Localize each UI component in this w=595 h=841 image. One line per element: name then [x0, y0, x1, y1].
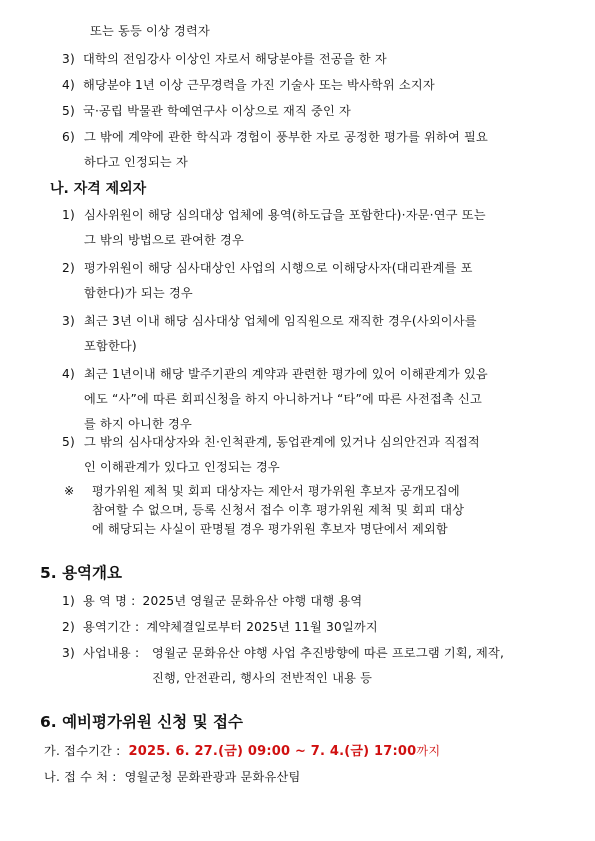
- item-value: 계약체결일로부터 2025년 11월 30일까지: [146, 620, 378, 634]
- criteria-item4: [62, 77, 435, 93]
- exclusion-item5-line1: 그 밖의 심사대상자와 친·인척관계, 동업관계에 있거나 심의안건과 직접적: [84, 435, 480, 449]
- criteria-item6-number: 6): [62, 130, 75, 144]
- item-text: 국·공립 박물관 학예연구사 이상으로 재직 중인 자: [83, 104, 351, 118]
- section6-title: 6. 예비평가위원 신청 및 접수: [40, 713, 243, 731]
- note-line2: 참여할 수 없으며, 등록 신청서 접수 이후 평가위원 제척 및 회피 대상: [92, 503, 465, 517]
- item-number: 2): [62, 620, 75, 634]
- place-label: 나. 접 수 처 :: [44, 770, 117, 784]
- criteria-item6-line2: 하다고 인정되는 자: [84, 155, 188, 169]
- exclusion-item1-line2: 그 밖의 방법으로 관여한 경우: [84, 233, 244, 247]
- exclusion-item4-line2: 에도 “사”에 따른 회피신청을 하지 아니하거나 “타”에 따른 사전접촉 신고: [84, 392, 482, 406]
- exclusion-item1-line1: 심사위원이 해당 심의대상 업체에 용역(하도급을 포함한다)·자문·연구 또는: [84, 208, 486, 222]
- exclusion-item4-line1: 최근 1년이내 해당 발주기관의 계약과 관련한 평가에 있어 이해관계가 있음: [84, 367, 488, 381]
- section5-item3: [62, 645, 139, 661]
- application-period: [44, 743, 440, 760]
- note-line3: 에 해당되는 사실이 판명될 경우 평가위원 후보자 명단에서 제외함: [92, 522, 448, 536]
- place-value: 영월군청 문화관광과 문화유산팀: [124, 770, 301, 784]
- item-value: 2025년 영월군 문화유산 야행 대행 용역: [142, 594, 363, 608]
- note-mark: ※: [64, 484, 75, 498]
- criteria-item3: [62, 51, 387, 67]
- item-label: 용 역 명 :: [83, 594, 136, 608]
- exclusion-item4-line3: 를 하지 아니한 경우: [84, 417, 193, 431]
- item-label: 사업내용 :: [83, 646, 140, 660]
- item-number: 4): [62, 78, 75, 92]
- section5-item3-line2: 진행, 안전관리, 행사의 전반적인 내용 등: [152, 671, 373, 685]
- exclusion-item5-number: 5): [62, 435, 75, 449]
- exclusion-item3-line1: 최근 3년 이내 해당 심사대상 업체에 임직원으로 재직한 경우(사외이사를: [84, 314, 477, 328]
- section5-item2: [62, 619, 378, 635]
- criteria-item6-line1: 그 밖에 계약에 관한 학식과 경험이 풍부한 자로 공정한 평가를 위하여 필요: [84, 130, 489, 144]
- exclusion-item5-line2: 인 이해관계가 있다고 인정되는 경우: [84, 460, 280, 474]
- section5-item1: [62, 593, 362, 609]
- item-number: 5): [62, 104, 75, 118]
- item-text: 대학의 전임강사 이상인 자로서 해당분야를 전공을 한 자: [83, 52, 387, 66]
- exclusion-item4-number: 4): [62, 367, 75, 381]
- item-number: 1): [62, 594, 75, 608]
- item-number: 3): [62, 646, 75, 660]
- application-place: [44, 769, 300, 785]
- exclusion-heading: 나. 자격 제외자: [50, 181, 147, 197]
- exclusion-item3-number: 3): [62, 314, 75, 328]
- criteria-item5: [62, 103, 351, 119]
- note-line1: 평가위원 제척 및 회피 대상자는 제안서 평가위원 후보자 공개모집에: [92, 484, 460, 498]
- exclusion-item2-line2: 함한다)가 되는 경우: [84, 286, 193, 300]
- period-suffix: 까지: [416, 744, 441, 758]
- exclusion-item2-line1: 평가위원이 해당 심사대상인 사업의 시행으로 이해당사자(대리관계를 포: [84, 261, 473, 275]
- period-value: 2025. 6. 27.(금) 09:00 ~ 7. 4.(금) 17:00: [128, 744, 417, 759]
- section5-item3-line1: 영월군 문화유산 야행 사업 추진방향에 따른 프로그램 기획, 제작,: [152, 646, 505, 660]
- period-label: 가. 접수기간 :: [44, 744, 121, 758]
- criteria-item2-continuation: 또는 동등 이상 경력자: [90, 24, 210, 38]
- exclusion-item3-line2: 포함한다): [84, 339, 137, 353]
- item-number: 3): [62, 52, 75, 66]
- section5-title: 5. 용역개요: [40, 564, 122, 582]
- exclusion-item2-number: 2): [62, 261, 75, 275]
- item-label: 용역기간 :: [83, 620, 140, 634]
- item-text: 해당분야 1년 이상 근무경력을 가진 기술사 또는 박사학위 소지자: [83, 78, 435, 92]
- exclusion-item1-number: 1): [62, 208, 75, 222]
